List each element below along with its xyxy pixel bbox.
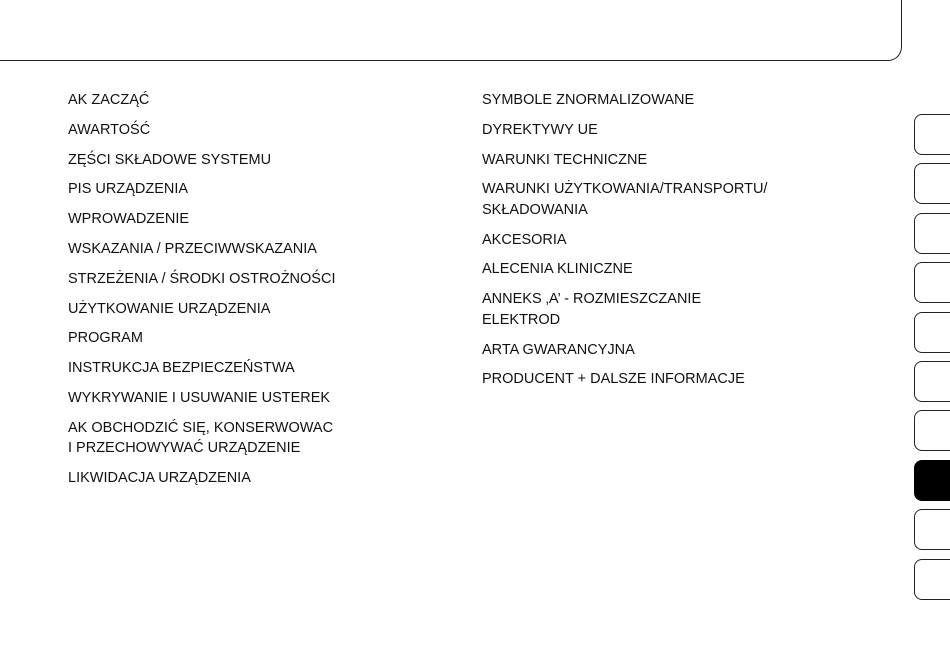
toc-item-opis-urzadzenia[interactable]: PIS URZĄDZENIA bbox=[68, 181, 189, 198]
section-tab[interactable] bbox=[914, 114, 950, 155]
toc-item-dyrektywy[interactable]: DYREKTYWY UE bbox=[482, 121, 598, 138]
toc-item-anneks[interactable]: ANNEKS ‚A’ - ROZMIESZCZANIE ELEKTROD bbox=[482, 291, 702, 328]
toc-right-column bbox=[482, 90, 812, 399]
toc-item-zawartosc[interactable]: AWARTOŚĆ bbox=[68, 121, 151, 138]
toc-item-zalecenia[interactable]: ALECENIA KLINICZNE bbox=[482, 261, 633, 278]
section-tab[interactable] bbox=[914, 361, 950, 402]
toc-item-ostrzezenia[interactable]: STRZEŻENIA / ŚRODKI OSTROŻNOŚCI bbox=[68, 270, 336, 287]
header-frame bbox=[0, 0, 902, 61]
section-tab[interactable] bbox=[914, 559, 950, 600]
section-tab[interactable] bbox=[914, 163, 950, 204]
toc-item-wprowadzenie[interactable]: WPROWADZENIE bbox=[68, 211, 190, 228]
toc-item-uzytkowanie[interactable]: UŻYTKOWANIE URZĄDZENIA bbox=[68, 300, 271, 317]
section-tab[interactable] bbox=[914, 410, 950, 451]
toc-item-konserwacja[interactable]: AK OBCHODZIĆ SIĘ, KONSERWOWAC I PRZECHOWYWAĆ URZĄDZENIE bbox=[68, 419, 334, 457]
toc-item-usterki[interactable]: WYKRYWANIE I USUWANIE USTEREK bbox=[68, 389, 331, 406]
section-tab[interactable] bbox=[914, 312, 950, 353]
toc-item-symbole[interactable]: SYMBOLE ZNORMALIZOWANE bbox=[482, 92, 695, 108]
section-tabs bbox=[914, 114, 950, 608]
toc-left-column bbox=[68, 90, 408, 498]
toc-item-warunki-uzytkowania[interactable]: WARUNKI UŻYTKOWANIA/TRANSPORTU/ SKŁADOWANIA bbox=[482, 181, 768, 218]
toc-item-wskazania[interactable]: WSKAZANIA / PRZECIWWSKAZANIA bbox=[68, 240, 317, 257]
toc-item-jak-zaczac[interactable]: AK ZACZĄĆ bbox=[68, 92, 150, 108]
section-tab[interactable] bbox=[914, 213, 950, 254]
section-tab[interactable] bbox=[914, 509, 950, 550]
toc-item-producent[interactable]: PRODUCENT + DALSZE INFORMACJE bbox=[482, 371, 745, 388]
toc-item-program[interactable]: PROGRAM bbox=[68, 330, 143, 347]
section-tab[interactable] bbox=[914, 262, 950, 303]
section-tab-active[interactable] bbox=[914, 460, 950, 501]
toc-item-karta-gwarancyjna[interactable]: ARTA GWARANCYJNA bbox=[482, 341, 635, 358]
toc-item-warunki-techniczne[interactable]: WARUNKI TECHNICZNE bbox=[482, 151, 648, 168]
toc-item-bezpieczenstwo[interactable]: INSTRUKCJA BEZPIECZEŃSTWA bbox=[68, 360, 295, 377]
toc-item-likwidacja[interactable]: LIKWIDACJA URZĄDZENIA bbox=[68, 470, 251, 487]
toc-item-akcesoria[interactable]: AKCESORIA bbox=[482, 231, 567, 248]
toc-item-czesci-skladowe[interactable]: ZĘŚCI SKŁADOWE SYSTEMU bbox=[68, 151, 272, 168]
